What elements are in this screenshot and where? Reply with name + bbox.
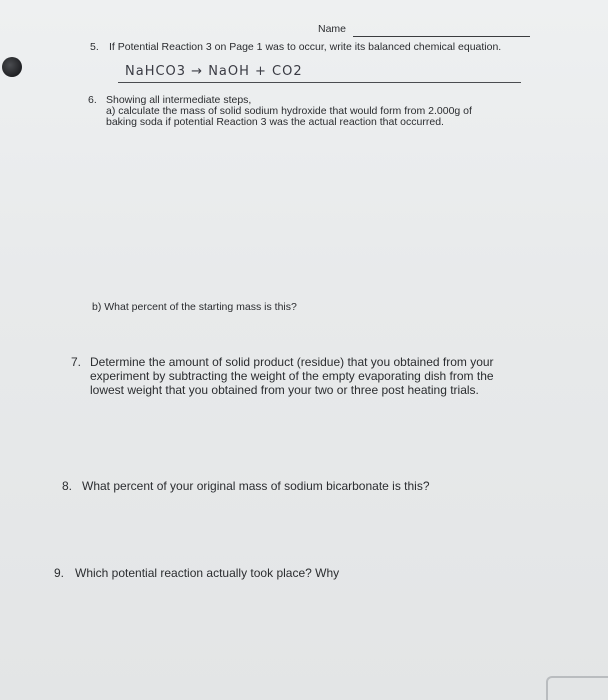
page-corner-edge xyxy=(546,676,608,700)
binder-hole-icon xyxy=(2,57,22,77)
q9-number: 9. xyxy=(54,566,65,580)
q6-lead: Showing all intermediate steps, xyxy=(106,94,252,106)
q8-text: What percent of your original mass of sodium bicarbonate is this? xyxy=(82,479,430,493)
q6-part-b: b) What percent of the starting mass is this? xyxy=(92,301,297,313)
name-label: Name xyxy=(318,23,347,35)
q8-number: 8. xyxy=(62,479,73,493)
q7-number: 7. xyxy=(71,355,82,369)
q9-text: Which potential reaction actually took place? Why xyxy=(75,566,340,580)
q5-text: If Potential Reaction 3 on Page 1 was to occur, write its balanced chemical equation. xyxy=(109,41,502,53)
q5-number: 5. xyxy=(90,41,99,53)
q6-number: 6. xyxy=(88,94,97,106)
q6-part-a-line1: a) calculate the mass of solid sodium hydroxide that would form from 2.000g of xyxy=(106,105,472,117)
q5-handwritten-answer: NaHCO3 → NaOH + CO2 xyxy=(125,64,303,79)
q7-line2: experiment by subtracting the weight of the empty evaporating dish from the xyxy=(90,369,494,383)
name-blank-line xyxy=(353,36,530,37)
q7-line1: Determine the amount of solid product (residue) that you obtained from your xyxy=(90,355,494,369)
q6-part-a-line2: baking soda if potential Reaction 3 was the actual reaction that occurred. xyxy=(106,116,444,128)
q7-line3: lowest weight that you obtained from your two or three post heating trials. xyxy=(90,383,479,397)
q5-answer-line xyxy=(118,82,521,83)
